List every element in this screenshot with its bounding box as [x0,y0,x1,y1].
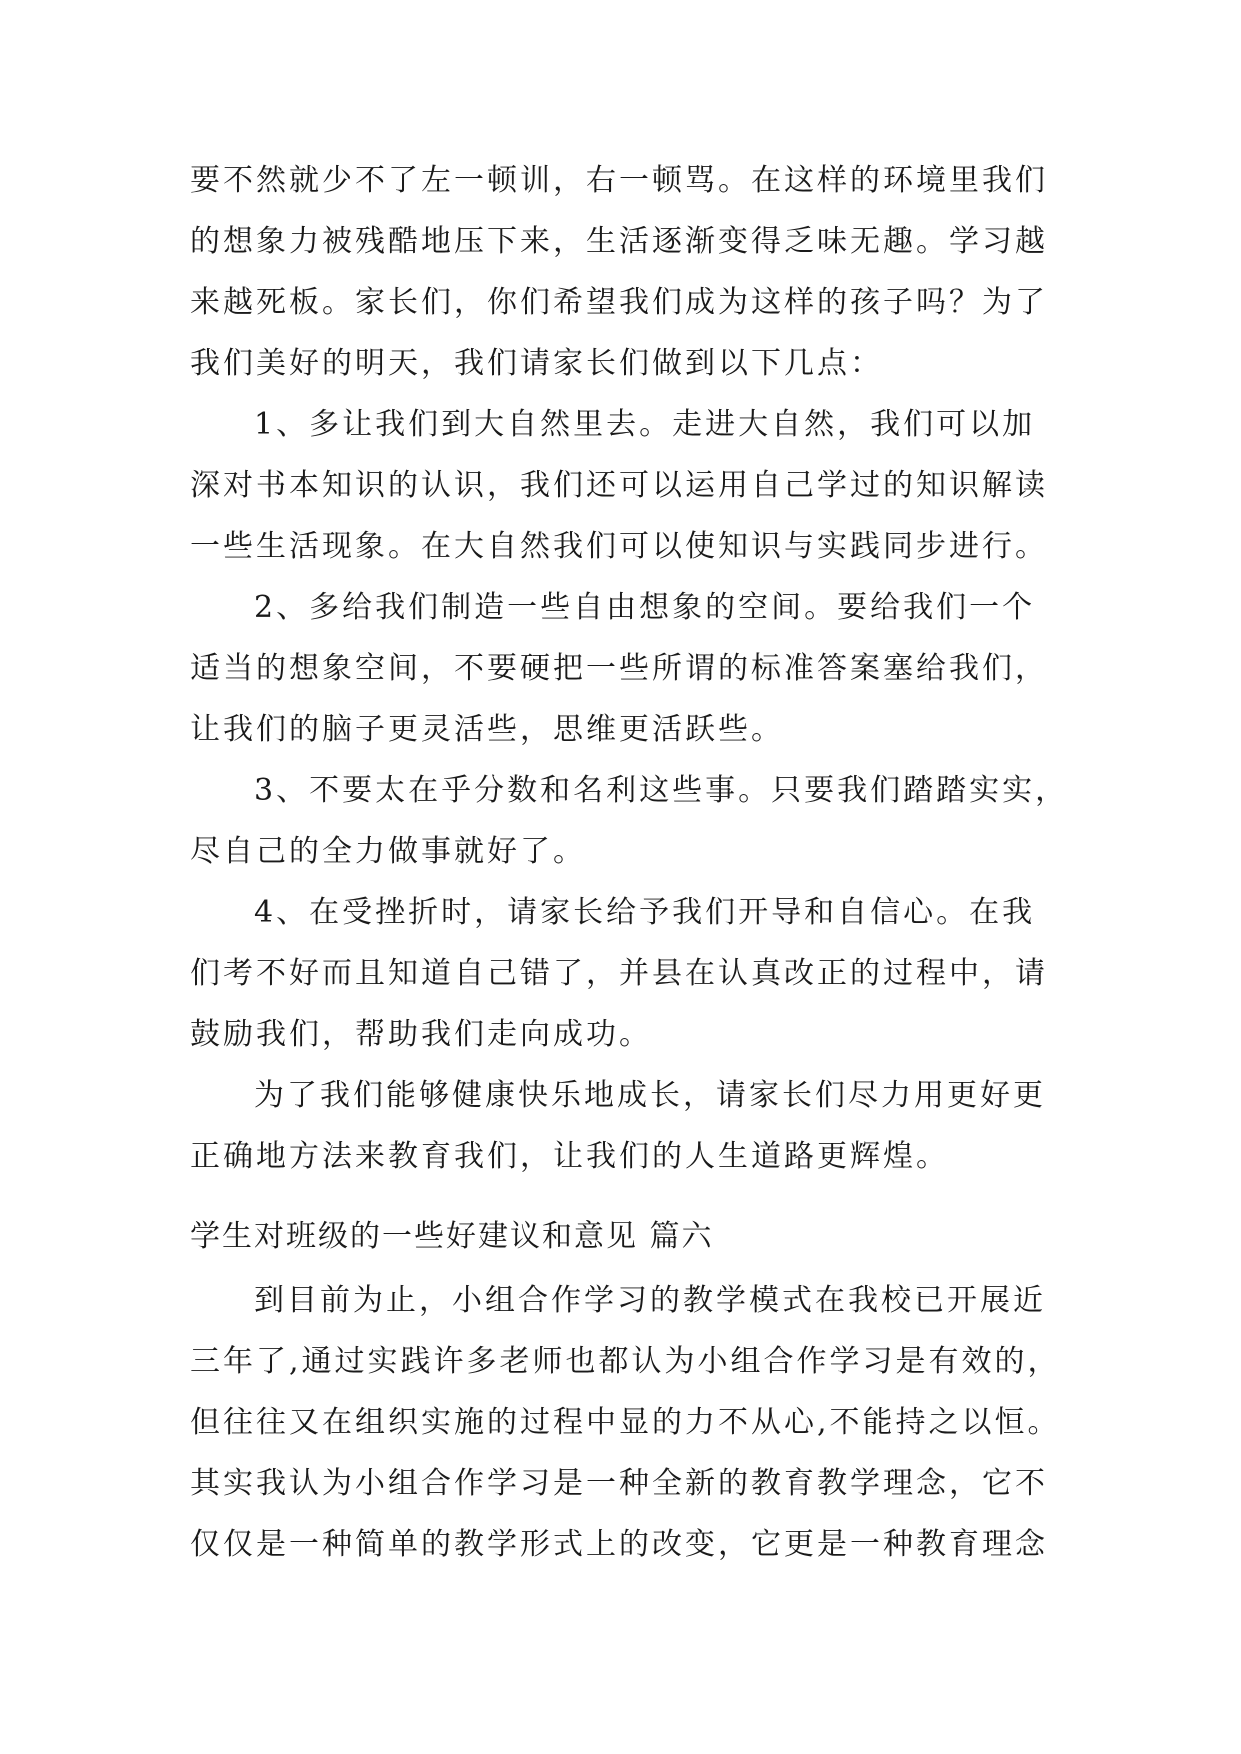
text-line: 三年了,通过实践许多老师也都认为小组合作学习是有效的， [190,1344,1061,1379]
text-line: 3、不要太在乎分数和名利这些事。只要我们踏踏实实， [254,773,1069,808]
text-line: 一些生活现象。在大自然我们可以使知识与实践同步进行。 [190,529,1048,564]
text-line: 适当的想象空间，不要硬把一些所谓的标准答案塞给我们， [190,651,1048,686]
text-line: 来越死板。家长们，你们希望我们成为这样的孩子吗？为了 [190,285,1048,320]
body-text-part1 [190,150,1069,1187]
text-line: 但往往又在组织实施的过程中显的力不从心,不能持之以恒。 [190,1405,1061,1440]
body-text-part2 [190,1270,1060,1575]
text-line: 为了我们能够健康快乐地成长，请家长们尽力用更好更 [254,1078,1046,1113]
text-line: 到目前为止，小组合作学习的教学模式在我校已开展近 [254,1283,1046,1318]
text-line: 我们美好的明天，我们请家长们做到以下几点： [190,346,883,381]
text-line: 们考不好而且知道自己错了，并县在认真改正的过程中，请 [190,956,1048,991]
text-line: 鼓励我们，帮助我们走向成功。 [190,1017,652,1052]
section-heading: 学生对班级的一些好建议和意见 篇六 [190,1219,714,1254]
text-line: 正确地方法来教育我们，让我们的人生道路更辉煌。 [190,1139,949,1174]
text-line: 2、多给我们制造一些自由想象的空间。要给我们一个 [254,590,1036,625]
text-line: 1、多让我们到大自然里去。走进大自然，我们可以加 [254,407,1036,442]
text-line: 要不然就少不了左一顿训，右一顿骂。在这样的环境里我们 [190,163,1048,198]
text-line: 仅仅是一种简单的教学形式上的改变，它更是一种教育理念 [190,1527,1048,1562]
text-line: 深对书本知识的认识，我们还可以运用自己学过的知识解读 [190,468,1048,503]
text-line: 让我们的脑子更灵活些，思维更活跃些。 [190,712,784,747]
text-line: 4、在受挫折时，请家长给予我们开导和自信心。在我 [254,895,1036,930]
text-line: 其实我认为小组合作学习是一种全新的教育教学理念，它不 [190,1466,1048,1501]
text-line: 的想象力被残酷地压下来，生活逐渐变得乏味无趣。学习越 [190,224,1048,259]
text-line: 尽自己的全力做事就好了。 [190,834,586,869]
